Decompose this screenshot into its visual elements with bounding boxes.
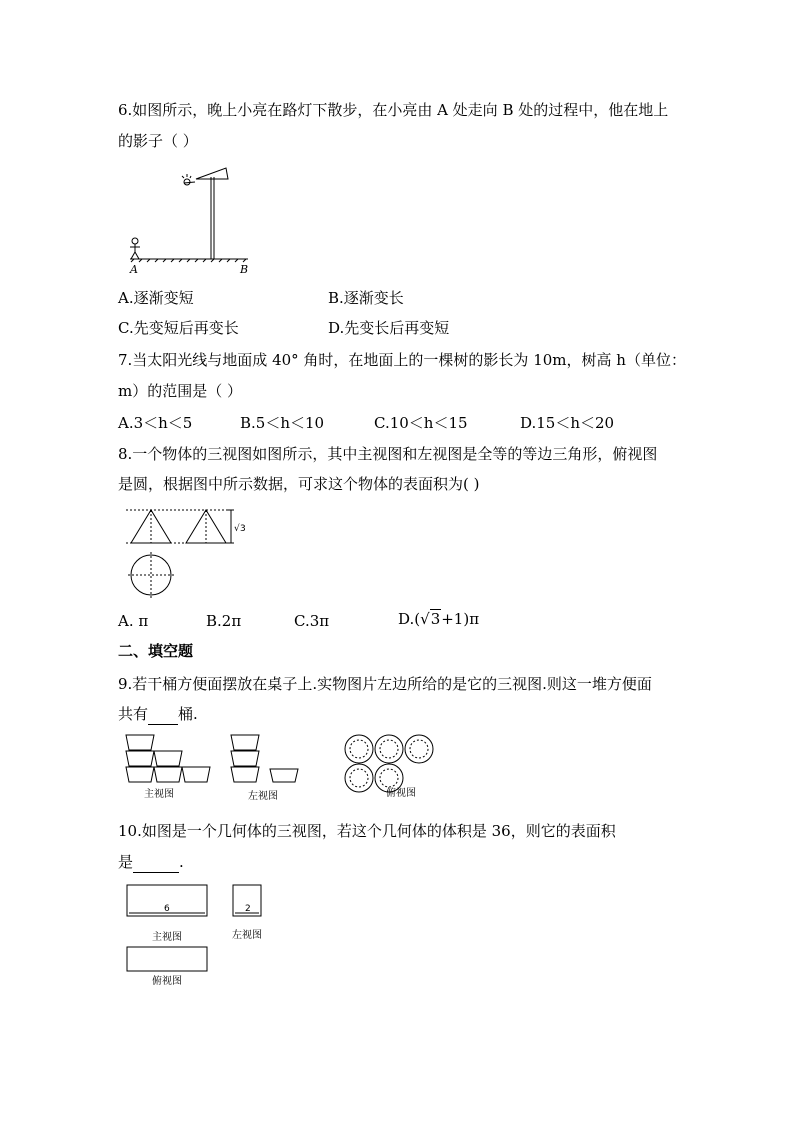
q9-front-view-figure [123, 733, 213, 788]
q7-option-b[interactable]: B.5＜h＜10 [240, 414, 325, 432]
q8-dim-label: 3 [240, 524, 246, 534]
q9-answer-blank[interactable] [148, 704, 178, 725]
q8-option-d[interactable] [398, 609, 479, 629]
q7-option-d[interactable]: D.15＜h＜20 [520, 414, 615, 432]
sqrt-symbol-icon: √ [420, 610, 430, 628]
q6-stem-line1: 6.如图所示，晚上小亮在路灯下散步，在小亮由 A 处走向 B 处的过程中，他在地上 [118, 101, 669, 119]
q10-stem-text: 是 [118, 853, 134, 871]
q6-streetlight-figure [118, 165, 278, 280]
q6-label-a: A [130, 263, 138, 276]
q9-stem-tail: 桶. [178, 705, 198, 723]
q9-stem-line2 [118, 704, 198, 725]
q10-stem-line1: 10.如图是一个几何体的三视图，若这个几何体的体积是 36，则它的表面积 [118, 822, 616, 840]
q10-left-dim-label: 2 [245, 904, 251, 914]
q6-option-d[interactable]: D.先变长后再变短 [328, 319, 450, 337]
q8-option-b[interactable]: B.2π [206, 612, 242, 630]
q9-top-view-label: 俯视图 [386, 788, 416, 799]
q10-left-view-label: 左视图 [232, 930, 262, 941]
q9-left-view-figure [228, 733, 318, 788]
q10-left-view-figure [232, 884, 264, 918]
q9-stem-text: 共有 [118, 705, 149, 723]
q10-front-view-figure [126, 884, 210, 918]
q10-stem-line2 [118, 852, 184, 873]
q7-stem-line1: 7.当太阳光线与地面成 40° 角时，在地面上的一棵树的影长为 10m，树高 h（单位： [118, 351, 686, 369]
q6-option-a[interactable]: A.逐渐变短 [118, 289, 194, 307]
q8-option-d-prefix: D.( [398, 610, 421, 628]
q7-option-c[interactable]: C.10＜h＜15 [374, 414, 468, 432]
q7-stem-line2: m）的范围是（ ） [118, 382, 242, 400]
q9-stem-line1: 9.若干桶方便面摆放在桌子上.实物图片左边所给的是它的三视图.则这一堆方便面 [118, 675, 652, 693]
q8-option-c[interactable]: C.3π [294, 612, 330, 630]
q9-top-view-figure [343, 733, 443, 793]
q6-stem-line2: 的影子（ ） [118, 132, 198, 150]
q8-option-d-suffix: +1)π [441, 610, 480, 628]
q8-stem-line2: 是圆，根据图中所示数据，可求这个物体的表面积为( ) [118, 475, 480, 493]
q10-top-view-figure [126, 946, 210, 974]
q8-option-d-radicand: 3 [430, 610, 441, 628]
q8-stem-line1: 8.一个物体的三视图如图所示，其中主视图和左视图是全等的等边三角形，俯视图 [118, 445, 658, 463]
svg-text:√: √ [234, 524, 240, 534]
q8-three-views-figure [118, 505, 248, 600]
q6-option-b[interactable]: B.逐渐变长 [328, 289, 404, 307]
q10-stem-tail: . [179, 853, 184, 871]
q7-option-a[interactable]: A.3＜h＜5 [118, 414, 193, 432]
q8-option-a[interactable]: A. π [118, 612, 149, 630]
q10-answer-blank[interactable] [133, 852, 179, 873]
q9-front-view-label: 主视图 [144, 789, 174, 800]
q10-top-view-label: 俯视图 [152, 976, 182, 987]
q10-front-view-label: 主视图 [152, 932, 182, 943]
q6-label-b: B [240, 263, 249, 276]
q9-left-view-label: 左视图 [248, 791, 278, 802]
q6-option-c[interactable]: C.先变短后再变长 [118, 319, 239, 337]
q10-front-dim-label: 6 [164, 904, 170, 914]
section-fill-in-title: 二、填空题 [118, 642, 194, 660]
